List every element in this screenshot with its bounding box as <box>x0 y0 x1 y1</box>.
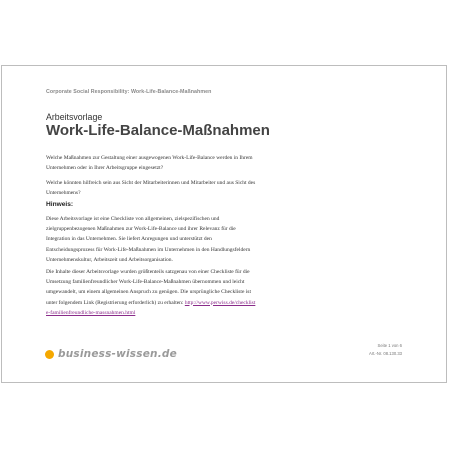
source-paragraph-text: Die Inhalte dieser Arbeitsvorlage wurden größtenteils satzgenau von einer Checkliste für die Umsetzung familienfreundlicher Work-Life-Balance-Maßnahmen übernommen und leicht umgewandelt, um einem allgemeinen Anspruch zu genügen. Die ursprüngliche Checkliste ist unter folgendem Link (Registrierung erforderlich) zu erhalten: <box>46 269 251 306</box>
checklist-link[interactable]: http://www.perwiss.de/checkliste-familienfreundliche-massnahmen.html <box>46 299 256 316</box>
page-number: Seite 1 von 6 <box>377 343 402 348</box>
article-number: Art.-Nr. 08.130.33 <box>368 351 402 356</box>
document-subtitle: Arbeitsvorlage <box>46 112 103 122</box>
document-title: Work-Life-Balance-Maßnahmen <box>46 122 270 139</box>
hinweis-paragraph: Diese Arbeitsvorlage ist eine Checkliste von allgemeinen, zielspezifischen und zielgruppenbezogenen Maßnahmen zur Work-Life-Balance und ihrer Relevanz für die Integration in das Unternehmen. Sie liefert Anregungen und unterstützt den Entscheidungsprozess für Work-Life-Maßnahmen im Unternehmen in den Handlungsfeldern Unternehmenskultur, Arbeitszeit und Arbeitsorganisation. <box>46 216 251 263</box>
source-paragraph <box>46 267 256 318</box>
running-header: Corporate Social Responsibility: Work-Life-Balance-Maßnahmen <box>46 89 212 95</box>
business-wissen-logo <box>45 348 177 360</box>
logo-text: business-wissen.de <box>58 348 177 360</box>
intro-paragraph-1: Welche Maßnahmen zur Gestaltung einer ausgewogenen Work-Life-Balance werden in Ihrem Unternehmen oder in Ihrer Arbeitsgruppe eingesetzt? <box>46 155 253 172</box>
logo-dot-icon <box>45 350 54 359</box>
hinweis-heading: Hinweis: <box>46 201 74 208</box>
intro-paragraph-2: Welche könnten hilfreich sein aus Sicht der Mitarbeiterinnen und Mitarbeiter und aus Sicht des Unternehmens? <box>46 180 256 197</box>
